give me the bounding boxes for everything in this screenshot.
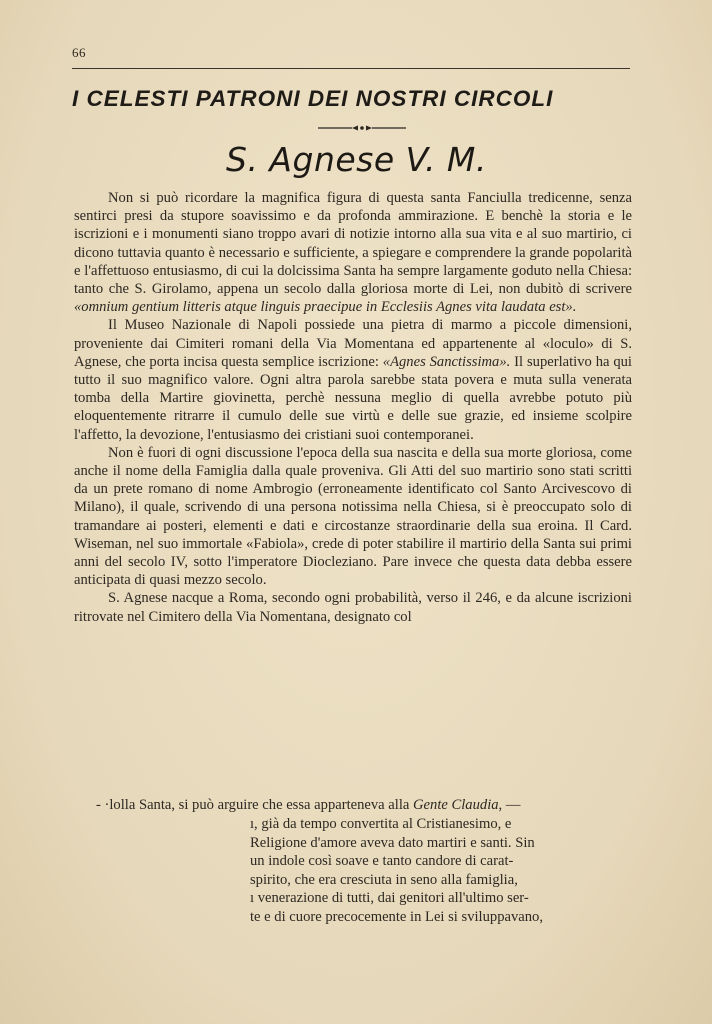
fragment-line: un indole così soave e tanto candore di carat- (250, 853, 514, 869)
ornament-divider (318, 124, 406, 132)
fragment-line: Religione d'amore aveva dato martiri e santi. Sin (250, 834, 535, 851)
paragraph (74, 444, 632, 590)
fragment-lead-italic: Gente Claudia (413, 797, 499, 813)
section-title: I CELESTI PATRONI DEI NOSTRI CIRCOLI (72, 86, 554, 111)
paragraph-text: Non è fuori di ogni discussione l'epoca della sua nascita e della sua morte gloriosa, come anche il nome della Famiglia dalla quale proveniva. Gli Atti del suo martirio sono stati scritti da un prete romano di nome Ambrogio (erroneamente identificato col Santo Arcivescovo di Milano), il quale, scrivendo di una persona notissima nella Chiesa, si è preoccupato solo di tramandare ai posteri, elementi e dati e circostanze straordinarie della sua eroina. Il Card. Wiseman, nel suo immortale «Fabiola», crede di poter stabilire il martirio della Santa sui primi anni del secolo IV, sotto l'imperatore Diocleziano. Pare invece che questa data debba essere anticipata di quasi mezzo secolo. (74, 444, 632, 589)
fragment-lead-end: , — (498, 797, 521, 813)
paragraph-text: S. Agnese nacque a Roma, secondo ogni probabilità, verso il 246, e da alcune iscrizioni ritrovate nel Cimitero della Via Nomentana, designato col (74, 590, 632, 625)
torn-fragment-text (250, 815, 634, 926)
paragraph (74, 189, 632, 316)
italic-quote: «omnium gentium litteris atque linguis praecipue in Ecclesiis Agnes vita laudata est». (74, 299, 577, 316)
fragment-line: ı, già da tempo convertita al Cristianesimo, e (250, 816, 512, 832)
paragraph (74, 589, 632, 625)
paragraph-text: Il Museo Nazionale di Napoli possiede una pietra di marmo a piccole dimensioni, proveniente dai Cimiteri romani della Via Momentana ed appartenente al «loculo» di S. Agnese, che porta incisa questa semplice iscrizione: (74, 317, 632, 370)
fragment-line: spirito, che era cresciuta in seno alla famiglia, (250, 871, 518, 888)
fragment-line: te e di cuore precocemente in Lei si sviluppavano, (250, 908, 543, 925)
page-number: 66 (72, 45, 86, 60)
paragraph (74, 316, 632, 443)
paragraph-text: Non si può ricordare la magnifica figura di questa santa Fanciulla tredicenne, senza sentirci presi da stupore soavissimo e da profonda ammirazione. E benchè la storia e le iscrizioni e i monumenti siano troppo avari di notizie intorno alla sua vita e al suo martirio, ci dicono tuttavia quanto è necessario e sufficiente, a spiegare e comprendere la grande popolarità e l'affettuoso entusiasmo, di cui la dolcissima Santa ha sempre largamente goduto nella Chiesa: tanto che S. Girolamo, appena un secolo dalla gloriosa morte di Lei, non dubitò di scrivere (74, 190, 632, 298)
paragraph-text: Il superlativo ha qui tutto il suo magnifico valore. Ogni altra parola sarebbe stata povera e muta sulla venerata tomba della Martire giovinetta, perchè nessuna meglio di quella avrebbe potuto più eloquentemente ritrarre il cumulo delle sue virtù e delle sue grazie, ed insieme scolpire l'affetto, la devozione, l'entusiasmo dei cristiani suoi contemporanei. (74, 353, 632, 443)
header-rule (72, 68, 630, 69)
fragment-lead-line (96, 796, 520, 814)
fragment-lead-text: - ·lolla Santa, si può arguire che essa apparteneva alla (96, 797, 414, 813)
fragment-line: ı venerazione di tutti, dai genitori all'ultimo ser- (250, 890, 529, 906)
article-body (74, 189, 632, 626)
article-title: S. Agnese V. M. (226, 140, 487, 179)
italic-quote: «Agnes Sanctissima». (382, 353, 511, 370)
